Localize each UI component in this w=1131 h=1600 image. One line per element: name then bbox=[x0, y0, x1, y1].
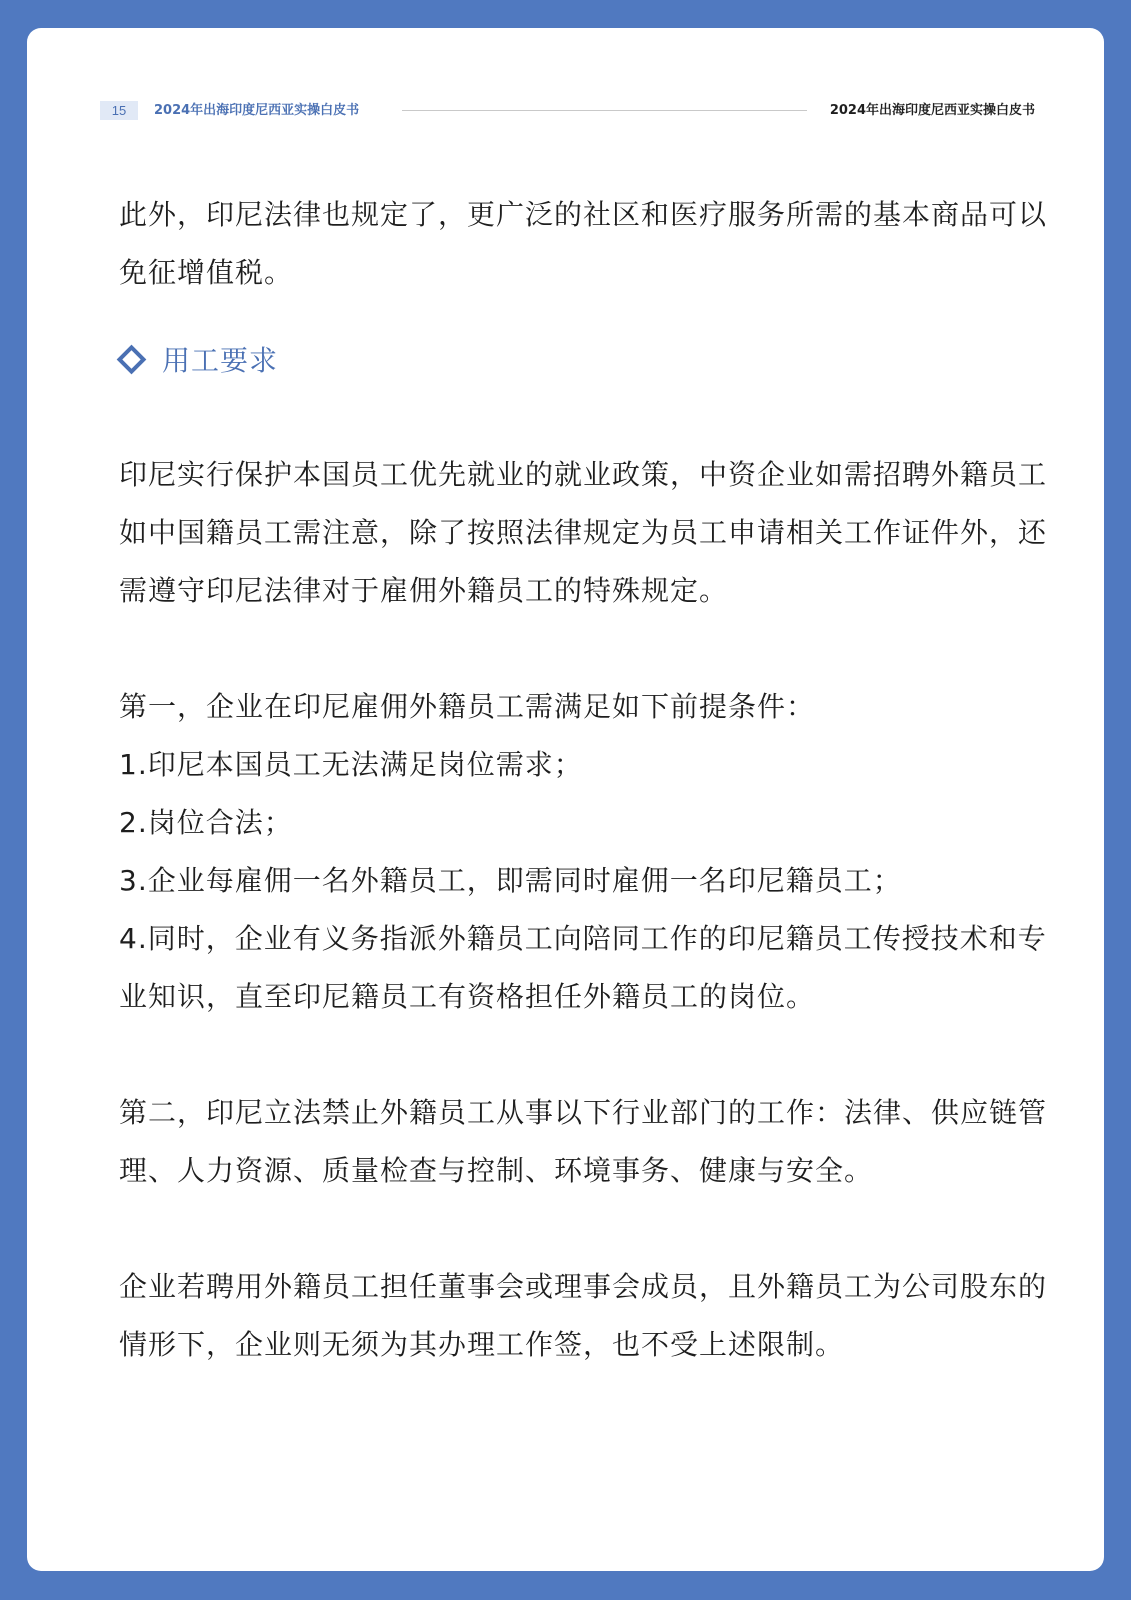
list-item: 3.企业每雇佣一名外籍员工，即需同时雇佣一名印尼籍员工； bbox=[119, 864, 902, 897]
first-condition-intro: 第一，企业在印尼雇佣外籍员工需满足如下前提条件： bbox=[119, 690, 816, 723]
list-item: 4.同时，企业有义务指派外籍员工向陪同工作的印尼籍员工传授技术和专业知识，直至印尼籍员工有资格担任外籍员工的岗位。 bbox=[119, 922, 1047, 1013]
page-content bbox=[119, 186, 1049, 1374]
policy-paragraph: 印尼实行保护本国员工优先就业的就业政策，中资企业如需招聘外籍员工如中国籍员工需注意，除了按照法律规定为员工申请相关工作证件外，还需遵守印尼法律对于雇佣外籍员工的特殊规定。 bbox=[119, 458, 1048, 607]
page-number: 15 bbox=[100, 101, 138, 120]
intro-paragraph: 此外，印尼法律也规定了，更广泛的社区和医疗服务所需的基本商品可以免征增值税。 bbox=[119, 198, 1048, 289]
list-item: 1.印尼本国员工无法满足岗位需求； bbox=[119, 748, 583, 781]
exception-paragraph: 企业若聘用外籍员工担任董事会或理事会成员，且外籍员工为公司股东的情形下，企业则无须为其办理工作签，也不受上述限制。 bbox=[119, 1270, 1048, 1361]
page-header bbox=[100, 101, 1035, 121]
paragraph-spacer bbox=[119, 620, 1049, 678]
header-divider bbox=[402, 110, 807, 111]
paragraph-spacer bbox=[119, 1200, 1049, 1258]
second-condition-paragraph: 第二，印尼立法禁止外籍员工从事以下行业部门的工作：法律、供应链管理、人力资源、质量检查与控制、环境事务、健康与安全。 bbox=[119, 1096, 1048, 1187]
section-heading bbox=[119, 330, 1049, 388]
section-title: 用工要求 bbox=[162, 344, 279, 377]
list-item: 2.岗位合法； bbox=[119, 806, 293, 839]
document-page bbox=[27, 28, 1104, 1571]
header-left-title: 2024年出海印度尼西亚实操白皮书 bbox=[154, 103, 360, 118]
diamond-icon bbox=[117, 344, 147, 374]
header-right-title: 2024年出海印度尼西亚实操白皮书 bbox=[829, 103, 1035, 118]
paragraph-spacer bbox=[119, 1026, 1049, 1084]
